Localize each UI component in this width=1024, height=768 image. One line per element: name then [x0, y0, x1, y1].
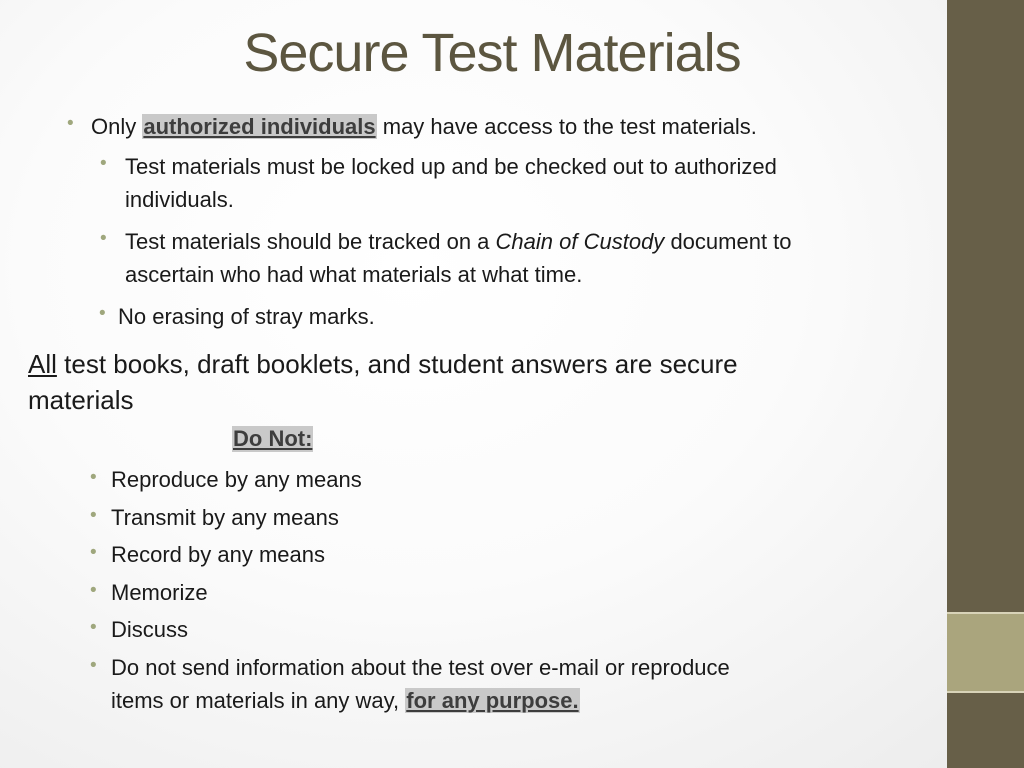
subbullet-chain-of-custody: [125, 225, 792, 291]
subbullet-line: ascertain who had what materials at what time.: [125, 262, 583, 287]
bullet-dot-icon: •: [90, 467, 97, 488]
statement-text: test books, draft booklets, and student answers are secure: [64, 349, 738, 379]
bullet-dot-icon: •: [100, 228, 107, 249]
emphasis-for-any-purpose: for any purpose.: [406, 688, 579, 713]
bullet-dot-icon: •: [90, 505, 97, 526]
subbullet-text-suffix: document to: [670, 229, 792, 254]
bullet-authorized-access: [91, 110, 757, 143]
sidebar-divider: [947, 691, 1024, 693]
subbullet-locked-up: [125, 150, 777, 216]
secure-materials-statement: [28, 346, 928, 418]
list-item-memorize: Memorize: [111, 580, 208, 605]
bullet-dot-icon: •: [90, 580, 97, 601]
subbullet-line: individuals.: [125, 187, 234, 212]
list-item-discuss: Discuss: [111, 617, 189, 642]
statement-line: [28, 346, 928, 382]
bullet-dot-icon: •: [99, 303, 106, 324]
list-item-text: items or materials in any way,: [111, 688, 400, 713]
list-item-line: [111, 684, 730, 717]
list-item-record: Record by any means: [111, 542, 325, 567]
list-item-transmit: Transmit by any means: [111, 505, 339, 530]
emphasis-chain-of-custody: Chain of Custody: [495, 229, 665, 254]
emphasis-authorized-individuals: authorized individuals: [143, 114, 376, 139]
bullet-dot-icon: •: [90, 542, 97, 563]
statement-line: materials: [28, 385, 134, 415]
subbullet-text-prefix: Test materials should be tracked on a: [125, 229, 490, 254]
list-item-line: Do not send information about the test over e-mail or reproduce: [111, 655, 730, 680]
bullet-text-suffix: may have access to the test materials.: [382, 114, 757, 139]
bullet-dot-icon: •: [100, 153, 107, 174]
subbullet-line: Test materials must be locked up and be checked out to authorized: [125, 154, 777, 179]
list-item-reproduce: Reproduce by any means: [111, 467, 362, 492]
subbullet-no-erasing: No erasing of stray marks.: [118, 304, 375, 329]
subbullet-line: [125, 225, 792, 258]
emphasis-all: All: [28, 349, 57, 379]
sidebar-accent-block: [947, 614, 1024, 691]
slide-title: Secure Test Materials: [243, 23, 741, 83]
bullet-dot-icon: •: [90, 617, 97, 638]
do-not-heading: Do Not:: [233, 426, 313, 451]
bullet-dot-icon: •: [67, 113, 74, 134]
bullet-dot-icon: •: [90, 655, 97, 676]
list-item-no-email: [111, 651, 730, 717]
bullet-text-prefix: Only: [91, 114, 137, 139]
